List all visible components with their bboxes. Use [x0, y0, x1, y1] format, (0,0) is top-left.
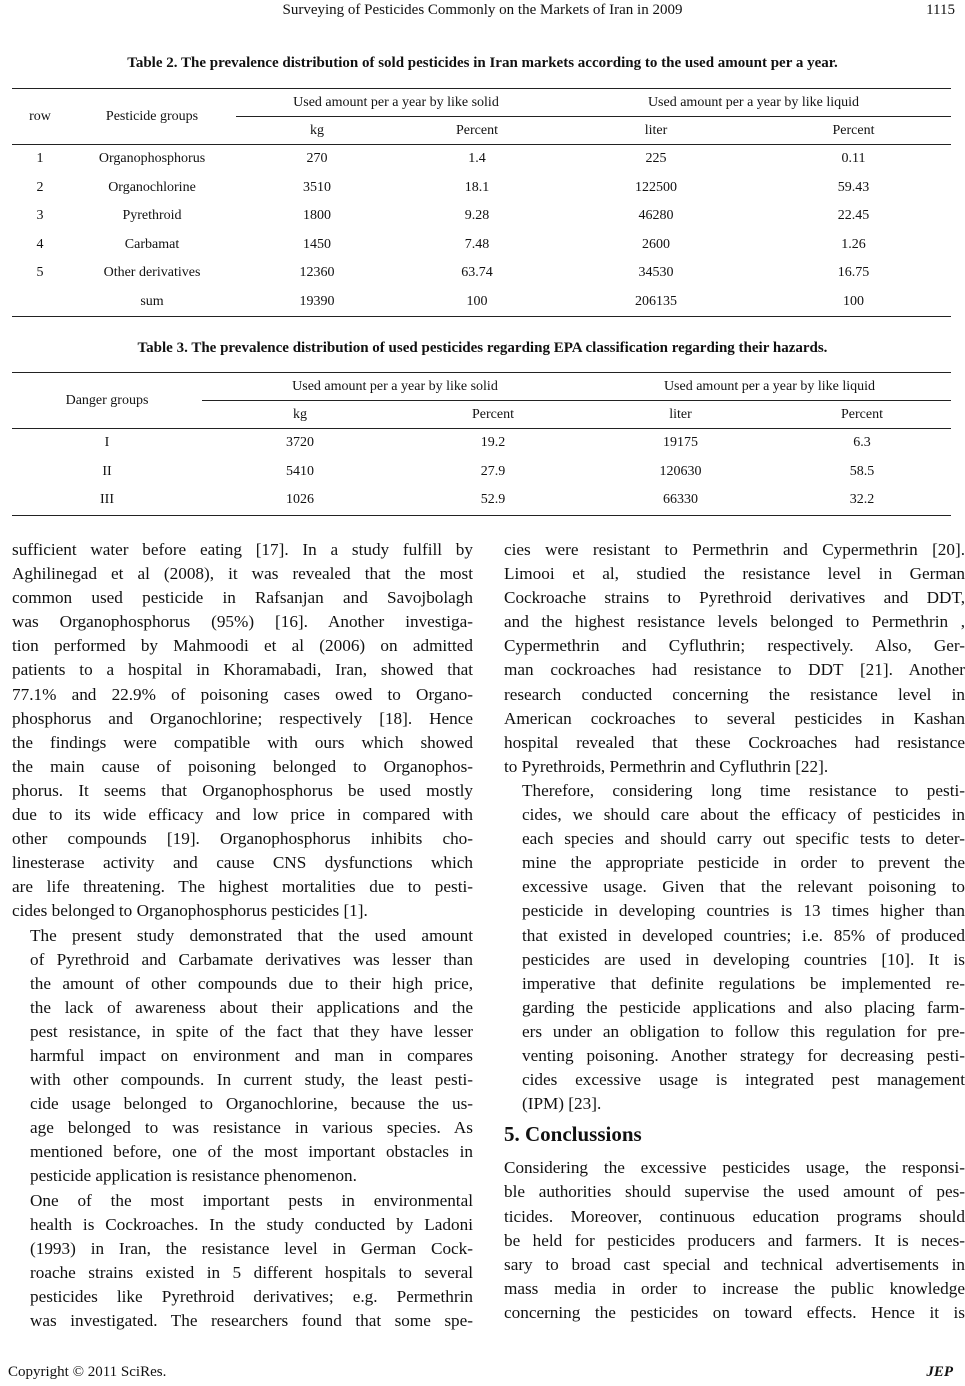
table3-cell-group: II: [102, 463, 112, 479]
table2-cell-kg: 12360: [299, 265, 335, 281]
right-column: [504, 538, 965, 1325]
table2-cell-kg: 1800: [303, 208, 331, 224]
text-line: Therefore, considering long time resistance to pesti-: [522, 780, 965, 800]
text-line: be held for pesticides producers and farmers. It is neces-: [504, 1230, 965, 1250]
text-line: cides excessive usage is integrated pest management: [522, 1070, 965, 1090]
table3-cell-kg-pct: 52.9: [398, 486, 588, 515]
text-line: Limooi et al, studied the resistance level in German: [504, 564, 965, 584]
table2: [12, 88, 951, 317]
table2-header-liter-percent: Percent: [756, 117, 951, 145]
text-line: American cockroaches to several pesticides in Kashan: [504, 708, 965, 728]
table3-header-row: [12, 373, 951, 401]
text-line: Considering the excessive pesticides usage, the responsi-: [504, 1158, 965, 1178]
text-line: 77.1% and 22.9% of poisoning cases owed to Organo-: [12, 684, 473, 704]
table2-cell-group: Organochlorine: [108, 179, 196, 195]
text-line: sary to broad cast special and technical advertisements in: [504, 1254, 965, 1274]
text-line: pesticide application is resistance phenomenon.: [30, 1166, 357, 1186]
table2-header-kg-percent: Percent: [398, 117, 556, 145]
text-line: excessive usage. Given that the relevant poisoning to: [522, 877, 965, 897]
text-line: Aghilinegad et al (2008), it was revealed that the most: [12, 564, 473, 584]
table3-cell-group: III: [12, 486, 202, 515]
text-line: phosphorus and Organochlorine; respectively [18]. Hence: [12, 708, 473, 728]
text-line: ble authorities should supervise the used amount of pes-: [504, 1182, 965, 1202]
text-line: mine the appropriate pesticide in order to prevent the: [522, 853, 965, 873]
table2-cell-row: 4: [36, 236, 44, 252]
section-heading: 5. Conclussions: [504, 1122, 642, 1147]
table2-header-solid: Used amount per a year by like solid: [236, 89, 556, 117]
table3-header-kg-percent: Percent: [398, 401, 588, 429]
paragraph: [504, 538, 965, 779]
page-number: 1115: [926, 2, 955, 18]
table2-cell-liter: 206135: [556, 288, 756, 317]
table2-cell-liter-pct: 16.75: [837, 265, 870, 281]
table3-cell-kg: 5410: [286, 463, 314, 479]
text-line: due to its wide efficacy and low price in compared with: [12, 805, 473, 825]
text-line: (IPM) [23].: [522, 1094, 602, 1114]
table2-cell-kg-pct: 63.74: [461, 265, 493, 281]
table2-row: [12, 145, 951, 174]
text-line: The present study demonstrated that the used amount: [30, 925, 473, 945]
text-line: sufficient water before eating [17]. In a study fulfill by: [12, 540, 473, 559]
running-head: Surveying of Pesticides Commonly on the Markets of Iran in 2009: [282, 2, 683, 18]
table3-header-liter-percent: Percent: [773, 401, 951, 429]
table2-cell-kg-pct: 18.1: [464, 179, 490, 195]
table2-cell-row: 1: [36, 151, 44, 167]
table2-cell-row: 5: [36, 265, 44, 281]
table2-cell-liter-pct: 59.43: [837, 179, 870, 195]
table2-header-kg: kg: [236, 117, 398, 145]
table2-cell-group: sum: [68, 288, 236, 317]
table3-cell-liter-pct: 6.3: [853, 435, 871, 451]
table2-header-liquid: Used amount per a year by like liquid: [556, 89, 951, 117]
text-line: imperative that definite regulations be implemented re-: [522, 973, 965, 993]
table3-row: [12, 486, 951, 515]
table2-cell-group: Organophosphorus: [98, 151, 206, 167]
text-line: research conducted concerning the resistance level in: [504, 684, 965, 704]
text-line: mass media in order to increase the public knowledge: [504, 1278, 965, 1298]
text-line: was Organophosphorus (95%) [16]. Another investiga-: [12, 612, 473, 632]
table2-cell-row: 3: [36, 208, 44, 224]
table3-cell-liter-pct: 58.5: [849, 463, 875, 479]
paragraph: [12, 924, 473, 1189]
text-line: the main cause of poisoning belonged to Organophos-: [12, 756, 473, 776]
paragraph: [12, 538, 473, 924]
text-line: health is Cockroaches. In the study conducted by Ladoni: [30, 1214, 473, 1234]
table3-row: [12, 429, 951, 458]
table2-cell-liter-pct: 0.11: [841, 151, 866, 167]
table2-cell-liter-pct: 22.45: [837, 208, 870, 224]
footer-journal: JEP: [926, 1364, 953, 1380]
table2-cell-kg-pct: 100: [398, 288, 556, 317]
text-line: the findings were compatible with ours which showed: [12, 732, 473, 752]
table3-cell-kg-pct: 19.2: [480, 435, 506, 451]
table2-cell-kg: 1450: [303, 236, 331, 252]
text-line: patients to a hospital in Khoramabadi, Iran, showed that: [12, 660, 473, 680]
paragraph: [504, 1156, 965, 1325]
text-line: Cypermethrin and Cyfluthrin; respectively. Also, Ger-: [504, 636, 965, 656]
text-line: cides, we should care about the efficacy of pesticides in: [522, 805, 965, 825]
text-line: phorus. It seems that Organophosphorus be used mostly: [12, 780, 473, 800]
table2-cell-kg-pct: 1.4: [468, 151, 486, 167]
table3-caption: Table 3. The prevalence distribution of used pesticides regarding EPA classification regarding their hazards.: [137, 340, 828, 356]
text-line: man cockroaches had resistance to DDT [21]. Another: [504, 660, 965, 680]
left-column: [12, 538, 473, 1333]
table2-header-group: Pesticide groups: [68, 89, 236, 145]
table2-cell-liter-pct: 1.26: [841, 236, 866, 252]
text-line: common used pesticide in Rafsanjan and Savojbolagh: [12, 588, 473, 608]
table3-header-liter: liter: [588, 401, 773, 429]
table2-cell-liter: 46280: [638, 208, 674, 224]
table2-header-row: [12, 89, 951, 117]
table3-cell-group: I: [104, 435, 110, 451]
text-line: (1993) in Iran, the resistance level in German Cock-: [30, 1238, 473, 1258]
text-line: ers under an obligation to follow this regulation for pre-: [522, 1021, 965, 1041]
text-line: to Pyrethroids, Permethrin and Cyfluthrin [22].: [504, 756, 829, 776]
table2-cell-group: Other derivatives: [103, 265, 201, 281]
table2-row: [12, 231, 951, 260]
text-line: pest resistance, in spite of the fact that they have lesser: [30, 1021, 473, 1041]
text-line: each species and should carry out specific tests to deter-: [522, 829, 965, 849]
text-line: and the highest resistance levels belonged to Permethrin ,: [504, 612, 965, 632]
text-line: One of the most important pests in environmental: [30, 1190, 473, 1210]
text-line: pesticides are used in developing countries [10]. It is: [522, 949, 965, 969]
table3: [12, 372, 951, 516]
table3-cell-liter-pct: 32.2: [773, 486, 951, 515]
text-line: the amount of other compounds due to their high price,: [30, 973, 473, 993]
text-line: was investigated. The researchers found that some spe-: [30, 1311, 473, 1330]
text-line: mentioned before, one of the most important obstacles in: [30, 1142, 473, 1162]
table2-row: [12, 174, 951, 203]
table3-cell-liter: 120630: [659, 463, 702, 479]
text-line: cide usage belonged to Organochlorine, because the us-: [30, 1094, 473, 1114]
table3-header-group: Danger groups: [12, 373, 202, 429]
table3-cell-kg: 1026: [202, 486, 398, 515]
table2-row: [12, 202, 951, 231]
table2-cell-group: Pyrethroid: [122, 208, 182, 224]
text-line: garding the pesticide applications and also placing farm-: [522, 997, 965, 1017]
text-line: hospital revealed that these Cockroaches had resistance: [504, 732, 965, 752]
table2-cell-liter: 225: [645, 151, 667, 167]
text-line: are life threatening. The highest mortalities due to pesti-: [12, 877, 473, 897]
paragraph: [504, 779, 965, 1116]
table2-caption: Table 2. The prevalence distribution of sold pesticides in Iran markets according to the used amount per a year.: [127, 55, 838, 71]
table2-row: [12, 259, 951, 288]
text-line: with other compounds. In current study, the least pesti-: [30, 1070, 473, 1090]
table3-header-solid: Used amount per a year by like solid: [202, 373, 588, 401]
table3-header-kg: kg: [202, 401, 398, 429]
text-line: venting poisoning. Another strategy for decreasing pesti-: [522, 1045, 965, 1065]
text-line: harmful impact on environment and man in compares: [30, 1045, 473, 1065]
text-line: Cockroache strains to Pyrethroid derivatives and DDT,: [504, 588, 965, 608]
table2-cell-kg-pct: 9.28: [464, 208, 490, 224]
text-line: pesticide in developing countries is 13 times higher than: [522, 901, 965, 921]
table2-header-row-col: row: [12, 89, 68, 145]
table2-cell-liter: 122500: [635, 179, 677, 195]
table2-cell-kg: 270: [306, 151, 328, 167]
table2-header-liter: liter: [556, 117, 756, 145]
table2-cell-kg-pct: 7.48: [464, 236, 490, 252]
text-line: cides belonged to Organophosphorus pesticides [1].: [12, 901, 368, 921]
table3-header-liquid: Used amount per a year by like liquid: [588, 373, 951, 401]
table2-cell-kg: 3510: [303, 179, 331, 195]
table2-cell-liter: 34530: [638, 265, 674, 281]
text-line: the lack of awareness about their applications and the: [30, 997, 473, 1017]
table2-cell-group: Carbamat: [124, 236, 180, 252]
paragraph: [12, 1189, 473, 1334]
text-line: concerning the pesticides on toward effects. Hence it is: [504, 1302, 965, 1322]
table2-cell-liter: 2600: [642, 236, 670, 252]
table3-cell-liter: 19175: [663, 435, 698, 451]
text-line: that existed in developed countries; i.e. 85% of produced: [522, 925, 965, 945]
footer-copyright: Copyright © 2011 SciRes.: [8, 1364, 167, 1380]
text-line: pesticides like Pyrethroid derivatives; e.g. Permethrin: [30, 1286, 473, 1306]
text-line: tion performed by Mahmoodi et al (2006) on admitted: [12, 636, 473, 656]
table3-cell-kg: 3720: [286, 435, 314, 451]
text-line: other compounds [19]. Organophosphorus inhibits cho-: [12, 829, 473, 849]
table2-cell-row: 2: [36, 179, 44, 195]
table3-cell-liter: 66330: [588, 486, 773, 515]
table3-row: [12, 458, 951, 487]
table2-cell-kg: 19390: [236, 288, 398, 317]
text-line: roache strains existed in 5 different hospitals to several: [30, 1262, 473, 1282]
text-line: cies were resistant to Permethrin and Cypermethrin [20].: [504, 540, 965, 559]
table2-cell-row: [12, 288, 68, 317]
table3-cell-kg-pct: 27.9: [480, 463, 506, 479]
table2-cell-liter-pct: 100: [756, 288, 951, 317]
table2-row: [12, 288, 951, 317]
text-line: ticides. Moreover, continuous education programs should: [504, 1206, 965, 1226]
text-line: of Pyrethroid and Carbamate derivatives was lesser than: [30, 949, 473, 969]
text-line: linesterase activity and cause CNS dysfunctions which: [12, 853, 473, 873]
text-line: age belonged to was resistance in various species. As: [30, 1118, 473, 1138]
